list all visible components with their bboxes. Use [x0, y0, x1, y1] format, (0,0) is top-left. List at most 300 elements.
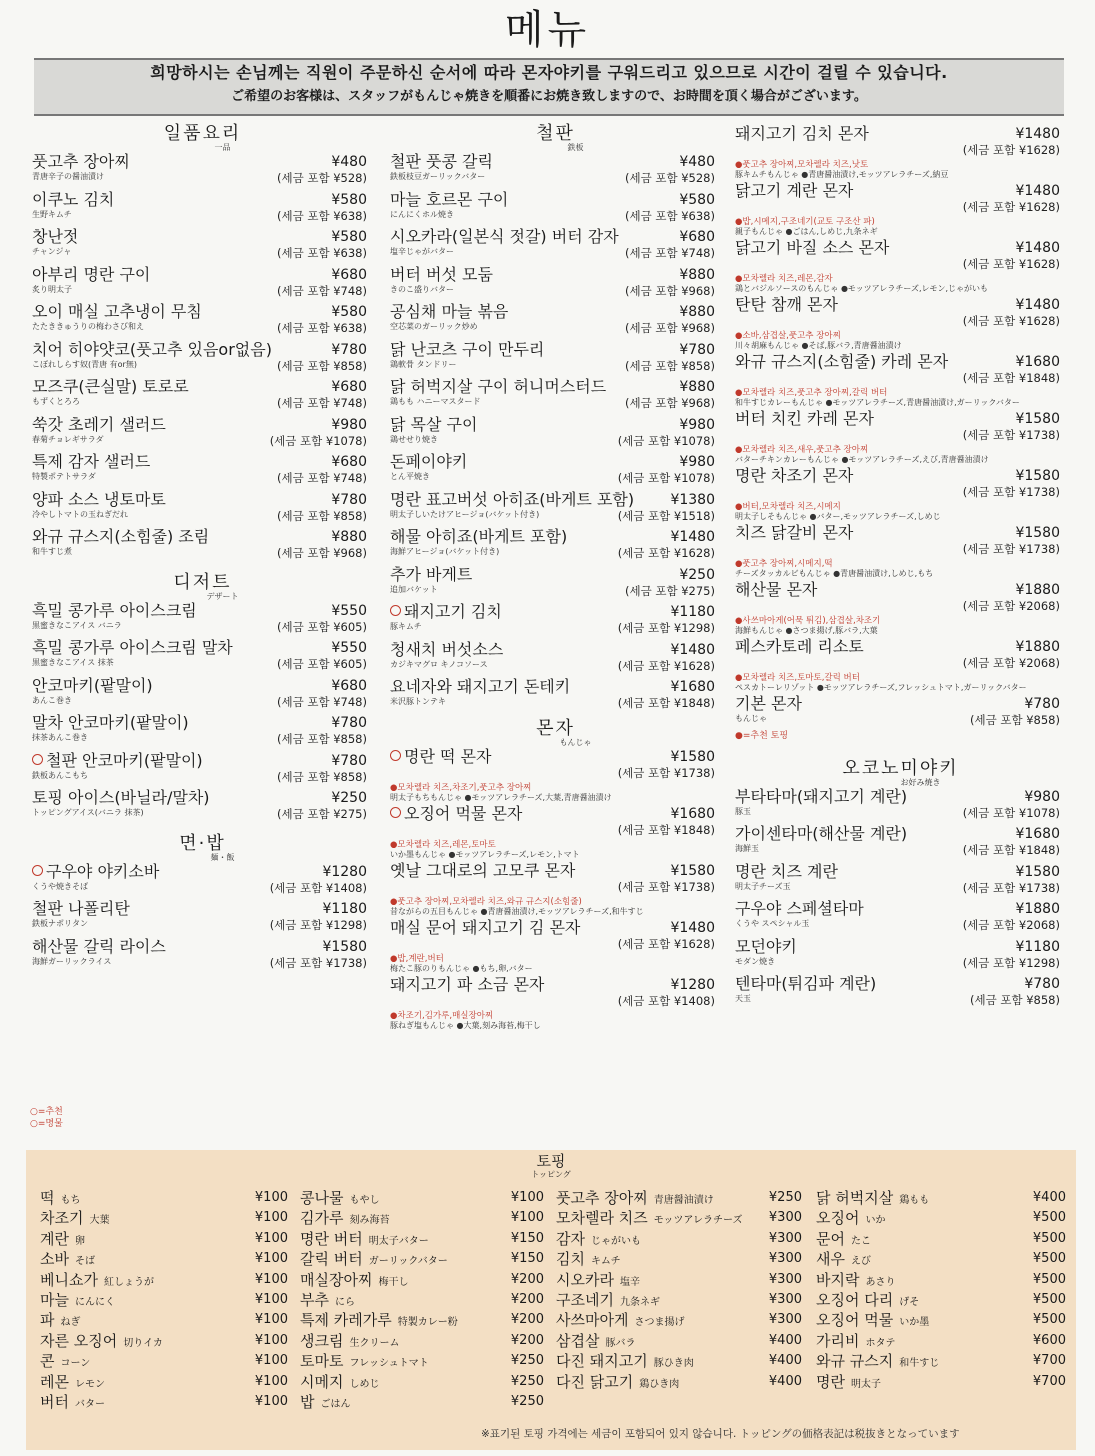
- item-name-text: 기본 몬자: [735, 694, 802, 713]
- item-price-with-tax: (세금 포함 ¥638): [277, 321, 367, 335]
- recommended-toppings-japanese: 和牛すじカレーもんじゃ ●モッツアレラチーズ,青唐醤油漬け,ガーリックバター: [735, 398, 1020, 407]
- item-name-text: 가이센타마(해산물 계란): [735, 824, 908, 843]
- section-header-teppan: [388, 124, 723, 152]
- topping-price: ¥200: [510, 1312, 544, 1328]
- topping-name-japanese: いか: [865, 1215, 886, 1227]
- topping-price: ¥500: [1032, 1312, 1066, 1328]
- topping-price: ¥200: [510, 1271, 544, 1287]
- item-price: ¥1580: [1015, 468, 1060, 484]
- topping-column-4: [816, 1188, 1066, 1392]
- recommended-toppings: ●풋고추 장아찌,모차렐라 치즈,와규 규스지(소힘줄): [390, 896, 582, 907]
- item-name-text: 모즈쿠(큰실말) 토로로: [32, 377, 189, 396]
- topping-name-japanese: キムチ: [590, 1256, 621, 1268]
- topping-name-japanese: 塩辛: [619, 1276, 640, 1288]
- topping-item: [40, 1270, 288, 1290]
- section-title: 일품요리: [163, 123, 242, 144]
- topping-price: ¥100: [254, 1251, 288, 1267]
- topping-name-korean: 다진 닭고기: [556, 1372, 634, 1391]
- item-price: ¥1880: [1015, 639, 1060, 655]
- item-price-with-tax: (세금 포함 ¥1518): [617, 508, 715, 523]
- recommended-toppings-japanese: 梅たこ豚のりもんじゃ ●もち,卵,バター: [390, 963, 533, 973]
- item-name-text: 요네자와 돼지고기 돈테키: [390, 677, 571, 696]
- item-name-text: 돼지고기 김치 몬자: [735, 124, 869, 143]
- menu-list-dessert: [30, 601, 375, 826]
- item-price-with-tax: (세금 포함 ¥2068): [962, 656, 1060, 670]
- topping-item: [556, 1208, 802, 1228]
- menu-item: [733, 974, 1068, 1012]
- menu-item: [388, 152, 723, 190]
- section-header-dessert: [30, 573, 375, 601]
- topping-name-korean: 계란: [40, 1229, 69, 1248]
- topping-name: [300, 1392, 351, 1415]
- item-price: ¥1580: [1015, 525, 1060, 541]
- topping-column-2: [300, 1188, 544, 1412]
- recommended-toppings: ●버터,모차렐라 치즈,시메지: [735, 502, 841, 512]
- topping-price: ¥700: [1032, 1373, 1066, 1389]
- menu-item: [388, 804, 723, 861]
- item-name: [735, 352, 948, 372]
- menu-item: [733, 352, 1068, 409]
- recommended-toppings-japanese: 海鮮もんじゃ ●さつま揚げ,豚バラ,大葉: [735, 626, 878, 635]
- menu-item: [388, 490, 723, 528]
- topping-price: ¥100: [254, 1353, 288, 1369]
- section-header-monja: [388, 719, 723, 747]
- topping-item: [40, 1372, 288, 1392]
- topping-price: ¥250: [768, 1190, 802, 1205]
- item-japanese-name: 明太子チーズ玉: [735, 881, 791, 891]
- topping-name-korean: 삼겹살: [556, 1331, 600, 1350]
- topping-name: [816, 1372, 881, 1395]
- topping-name-japanese: 和牛すじ: [899, 1358, 940, 1370]
- item-price-with-tax: (세금 포함 ¥1628): [962, 314, 1060, 328]
- topping-item: [816, 1290, 1066, 1310]
- topping-name-japanese: 梅干し: [378, 1276, 409, 1288]
- recommended-toppings: ●사쓰마아게(어묵 튀김),삼겹살,차조기: [735, 616, 881, 626]
- item-japanese-name: にんにくホル焼き: [390, 209, 454, 219]
- recommended-toppings: ●모차렐라 치즈,새우,풋고추 장아찌: [735, 445, 869, 455]
- item-japanese-name: 明太子しいたけアヒージョ(バケット付き): [390, 509, 540, 519]
- item-name-text: 와규 규스지(소힘줄) 조림: [32, 527, 210, 546]
- item-name-text: 버터 치킨 카레 몬자: [735, 409, 874, 428]
- recommended-toppings: ●모차렐라 치즈,토마토,갈릭 버터: [735, 673, 860, 683]
- topping-item: [556, 1290, 802, 1310]
- topping-item: [816, 1310, 1066, 1330]
- item-price: ¥880: [679, 304, 715, 320]
- menu-item: [30, 899, 375, 937]
- item-name-text: 추가 바게트: [390, 564, 473, 584]
- recommended-circle-icon: [32, 865, 43, 876]
- item-name: [390, 747, 491, 767]
- topping-name-korean: 버터: [40, 1392, 69, 1411]
- topping-price: ¥100: [254, 1393, 288, 1409]
- item-japanese-name: チャンジャ: [32, 247, 72, 256]
- topping-name-korean: 콩나물: [300, 1189, 344, 1207]
- item-price: ¥780: [1024, 696, 1060, 712]
- item-name: [32, 713, 189, 733]
- topping-name-korean: 특제 카레가루: [300, 1311, 392, 1330]
- topping-name-japanese: げそ: [899, 1296, 920, 1308]
- recommended-toppings: ●소바,삼겹살,풋고추 장아찌: [735, 331, 841, 341]
- item-price-with-tax: (세금 포함 ¥968): [625, 321, 715, 335]
- item-name-text: 닭 난코츠 구이 만두리: [390, 339, 545, 359]
- item-japanese-name: もんじゃ: [735, 714, 767, 723]
- topping-price: ¥600: [1032, 1332, 1066, 1348]
- topping-price: ¥150: [510, 1230, 544, 1246]
- item-price: ¥1480: [1015, 126, 1060, 142]
- legend-famous: ○=명물: [30, 1119, 63, 1129]
- item-japanese-name: 生野キムチ: [32, 209, 72, 219]
- topping-item: [40, 1290, 288, 1310]
- topping-name-korean: 사쓰마아게: [556, 1311, 629, 1330]
- item-name: [735, 694, 802, 714]
- topping-item: [300, 1392, 544, 1412]
- recommended-toppings: ●풋고추 장아찌,시메지,떡: [735, 559, 833, 569]
- menu-column-3: [733, 124, 1068, 1012]
- item-name: [390, 190, 508, 210]
- topping-price: ¥300: [768, 1312, 802, 1328]
- topping-item: [556, 1331, 802, 1351]
- item-price: ¥980: [331, 416, 367, 433]
- item-name-text: 마늘 호르몬 구이: [390, 189, 509, 209]
- item-name: [735, 124, 869, 144]
- menu-item: [30, 227, 375, 265]
- item-name: [32, 676, 153, 696]
- topping-item: [40, 1208, 288, 1228]
- topping-item: [556, 1188, 802, 1208]
- item-price-with-tax: (세금 포함 ¥858): [277, 769, 367, 784]
- item-japanese-name: 青唐辛子の醤油漬け: [32, 172, 104, 181]
- topping-name-korean: 감자: [556, 1229, 585, 1248]
- item-japanese-name: 鶏もも ハニーマスタード: [390, 397, 481, 406]
- item-price: ¥980: [679, 416, 715, 433]
- item-japanese-name: 冷やしトマトの玉ねぎだれ: [32, 509, 128, 519]
- item-name-text: 이쿠노 김치: [32, 189, 115, 209]
- notice-japanese: ご希望のお客様は、スタッフがもんじゃ焼きを順番にお焼き致しますので、お時間を頂く場合がございます。: [231, 89, 867, 104]
- item-price-with-tax: (세금 포함 ¥1298): [962, 955, 1060, 970]
- item-price-with-tax: (세금 포함 ¥968): [625, 283, 715, 298]
- item-name: [735, 787, 907, 807]
- item-price-with-tax: (세금 포함 ¥748): [277, 694, 367, 709]
- item-name: [735, 181, 853, 201]
- menu-item: [388, 377, 723, 415]
- topping-item: [300, 1270, 544, 1290]
- item-price: ¥880: [331, 529, 367, 545]
- item-price: ¥680: [331, 677, 367, 694]
- topping-price: ¥100: [254, 1373, 288, 1389]
- item-name: [32, 227, 78, 247]
- page-title: 메뉴: [504, 7, 591, 53]
- menu-item: [733, 124, 1068, 181]
- topping-item: [816, 1249, 1066, 1269]
- item-name-text: 쑥갓 초레기 샐러드: [32, 414, 166, 434]
- topping-price: ¥400: [768, 1353, 802, 1369]
- recommended-circle-icon: [390, 807, 401, 818]
- topping-name-japanese: 切りイカ: [123, 1337, 163, 1349]
- item-price-with-tax: (세금 포함 ¥1738): [269, 955, 367, 970]
- topping-item: [556, 1372, 802, 1392]
- item-price: ¥580: [331, 304, 367, 320]
- menu-item: [30, 751, 375, 789]
- recommended-toppings: ●모차렐라 치즈,레몬,토마토: [390, 839, 496, 850]
- item-name: [390, 227, 619, 247]
- menu-item: [30, 527, 375, 565]
- item-japanese-name: 鉄板ナポリタン: [32, 919, 88, 928]
- item-name-text: 해물 아히죠(바게트 포함): [390, 527, 568, 546]
- item-price-with-tax: (세금 포함 ¥1628): [962, 200, 1060, 214]
- item-price-with-tax: (세금 포함 ¥1298): [269, 918, 367, 932]
- menu-item: [733, 637, 1068, 694]
- item-name: [735, 466, 853, 486]
- item-name-text: 치즈 닭갈비 몬자: [735, 523, 854, 542]
- item-name-text: 닭고기 계란 몬자: [735, 181, 854, 200]
- item-name: [390, 152, 493, 172]
- topping-item: [816, 1229, 1066, 1249]
- item-japanese-name: 春菊チョレギサラダ: [32, 434, 104, 444]
- legend-recommended: ○=추천: [30, 1107, 63, 1117]
- topping-name-korean: 닭 허벅지살: [816, 1189, 894, 1207]
- item-price-with-tax: (세금 포함 ¥275): [277, 807, 367, 821]
- menu-item: [388, 415, 723, 453]
- item-japanese-name: あんこ巻き: [32, 695, 72, 705]
- item-japanese-name: きのこ盛りバター: [390, 284, 454, 294]
- menu-item: [733, 937, 1068, 975]
- topping-name-korean: 베니쇼가: [40, 1270, 98, 1289]
- item-price: ¥780: [679, 341, 715, 358]
- recommended-circle-icon: [390, 605, 401, 616]
- item-name: [32, 302, 202, 322]
- item-name-text: 돼지고기 파 소금 몬자: [390, 974, 545, 994]
- topping-name-japanese: ホタテ: [865, 1337, 896, 1349]
- menu-item: [733, 523, 1068, 580]
- item-price-with-tax: (세금 포함 ¥1408): [269, 880, 367, 895]
- item-price: ¥550: [331, 602, 367, 619]
- item-name-text: 부타타마(돼지고기 계란): [735, 786, 908, 806]
- section-title: 오코노미야키: [842, 757, 959, 779]
- item-name: [390, 602, 502, 622]
- topping-price: ¥100: [510, 1190, 544, 1205]
- recommended-toppings-japanese: 豚キムチもんじゃ ●青唐醤油漬け,モッツアレラチーズ,納豆: [735, 170, 949, 179]
- item-japanese-name: とん平焼き: [390, 472, 430, 481]
- topping-price: ¥150: [510, 1251, 544, 1267]
- section-subtitle: お好み焼き: [900, 777, 941, 787]
- menu-item: [388, 527, 723, 565]
- item-price-with-tax: (세금 포함 ¥1628): [617, 546, 715, 560]
- item-name-text: 와규 규스지(소힘줄) 카레 몬자: [735, 352, 949, 371]
- item-price: ¥250: [679, 566, 715, 583]
- topping-item: [300, 1331, 544, 1351]
- item-price-with-tax: (세금 포함 ¥858): [970, 993, 1060, 1007]
- menu-item: [30, 340, 375, 378]
- topping-price: ¥200: [510, 1332, 544, 1348]
- topping-name: [40, 1392, 105, 1415]
- item-name-text: 탄탄 참깨 몬자: [735, 295, 838, 314]
- topping-name-japanese: にら: [334, 1296, 355, 1308]
- topping-name-japanese: 紅しょうが: [103, 1276, 154, 1288]
- item-price-with-tax: (세금 포함 ¥1298): [617, 621, 715, 635]
- menu-item: [733, 409, 1068, 466]
- item-price: ¥1480: [1015, 240, 1060, 256]
- menu-item: [388, 747, 723, 804]
- item-japanese-name: カジキマグロ キノコソース: [390, 659, 488, 669]
- topping-item: [556, 1229, 802, 1249]
- item-price-with-tax: (세금 포함 ¥1628): [617, 936, 715, 951]
- item-price: ¥1180: [322, 901, 367, 917]
- item-price-with-tax: (세금 포함 ¥638): [277, 208, 367, 223]
- topping-name-korean: 구조네기: [556, 1290, 614, 1309]
- item-name-text: 버터 버섯 모둠: [390, 264, 493, 284]
- item-japanese-name: 抹茶あんこ巻き: [32, 733, 88, 742]
- item-name: [32, 452, 150, 472]
- topping-name-japanese: ガーリックバター: [368, 1256, 448, 1268]
- topping-name-korean: 시메지: [300, 1372, 344, 1391]
- topping-price: ¥400: [1032, 1190, 1066, 1205]
- topping-price: ¥100: [254, 1312, 288, 1328]
- item-name: [390, 527, 567, 547]
- topping-name-korean: 모차렐라 치즈: [556, 1209, 648, 1228]
- item-price: ¥480: [679, 154, 715, 170]
- topping-panel: [26, 1150, 1076, 1450]
- topping-item: [300, 1310, 544, 1330]
- menu-list-teppan: [388, 152, 723, 715]
- item-name-text: 치어 히야얏코(풋고추 있음or없음): [32, 339, 272, 359]
- menu-item: [388, 340, 723, 378]
- topping-name-japanese: 明太子バター: [368, 1235, 429, 1247]
- item-name-text: 철판 안코마키(팥말이): [46, 750, 203, 770]
- topping-item: [300, 1351, 544, 1371]
- item-name-text: 닭 목살 구이: [390, 414, 478, 434]
- topping-name-korean: 시오카라: [556, 1270, 614, 1289]
- recommended-toppings: ●풋고추 장아찌,모차렐라 치즈,낫토: [735, 160, 869, 170]
- item-name-text: 공심채 마늘 볶음: [390, 302, 509, 321]
- section-subtitle: 鉄板: [567, 143, 584, 152]
- item-japanese-name: 追加バケット: [390, 584, 438, 594]
- item-name: [32, 638, 233, 658]
- recommended-toppings: ●밥,시메지,구조네기(교토 구조산 파): [735, 217, 875, 227]
- topping-price: ¥250: [510, 1373, 544, 1389]
- item-japanese-name: たたききゅうりの梅わさび和え: [32, 322, 144, 331]
- item-name: [32, 788, 210, 808]
- section-title: 면·밥: [179, 832, 226, 854]
- item-price-with-tax: (세금 포함 ¥1738): [617, 765, 715, 780]
- topping-name-korean: 가리비: [816, 1331, 860, 1350]
- item-name-text: 창난젓: [32, 227, 79, 246]
- item-name: [390, 677, 570, 697]
- item-name-text: 흑밀 콩가루 아이스크림: [32, 600, 197, 620]
- recommended-toppings: ●모차렐라 치즈,풋고추 장아찌,갈릭 버터: [735, 388, 888, 398]
- item-price: ¥1280: [670, 976, 715, 993]
- recommended-toppings-japanese: 明太子もちもんじゃ ●モッツアレラチーズ,大葉,青唐醤油漬け: [390, 792, 612, 802]
- topping-price: ¥100: [254, 1271, 288, 1287]
- item-name-text: 양파 소스 냉토마토: [32, 489, 166, 509]
- topping-price: ¥250: [510, 1353, 544, 1369]
- item-japanese-name: 塩辛じゃがバター: [390, 247, 454, 256]
- topping-name-korean: 명란: [816, 1372, 845, 1391]
- section-header-okonomi: [733, 759, 1068, 787]
- item-price-with-tax: (세금 포함 ¥1848): [617, 696, 715, 710]
- topping-name-japanese: フレッシュトマト: [349, 1358, 429, 1370]
- menu-column-1: [30, 118, 375, 974]
- topping-item: [816, 1351, 1066, 1371]
- item-price-with-tax: (세금 포함 ¥748): [277, 283, 367, 298]
- section-subtitle: 一品: [214, 143, 231, 152]
- item-name-text: 돼지고기 김치: [404, 602, 502, 621]
- topping-price: ¥500: [1032, 1291, 1066, 1307]
- item-price: ¥1180: [670, 604, 715, 620]
- recommended-circle-icon: [32, 754, 43, 765]
- item-price-with-tax: (세금 포함 ¥1078): [962, 805, 1060, 820]
- item-price-with-tax: (세금 포함 ¥968): [277, 546, 367, 560]
- item-name-text: 닭 허벅지살 구이 허니머스터드: [390, 377, 607, 396]
- menu-item: [733, 824, 1068, 862]
- topping-name-japanese: そば: [74, 1256, 95, 1268]
- topping-name-japanese: モッツアレラチーズ: [653, 1215, 743, 1227]
- item-price-with-tax: (세금 포함 ¥968): [625, 396, 715, 410]
- item-name: [735, 937, 797, 957]
- recommended-toppings-japanese: いか墨もんじゃ ●モッツアレラチーズ,レモン,トマト: [390, 849, 580, 859]
- item-price: ¥1480: [670, 919, 715, 936]
- topping-item: [40, 1331, 288, 1351]
- topping-name-japanese: もち: [60, 1195, 81, 1206]
- item-name-text: 구우야 야키소바: [46, 861, 160, 881]
- item-japanese-name: 鶏せせり焼き: [390, 434, 438, 444]
- topping-name-korean: 오징어 먹물: [816, 1311, 894, 1330]
- topping-name-korean: 소바: [40, 1250, 69, 1269]
- item-price-with-tax: (세금 포함 ¥1628): [962, 257, 1060, 271]
- topping-name-korean: 밥: [300, 1392, 315, 1411]
- item-name-text: 풋고추 장아찌: [32, 152, 130, 171]
- topping-name-japanese: えび: [850, 1256, 871, 1268]
- item-name: [390, 975, 544, 995]
- topping-item: [40, 1351, 288, 1371]
- topping-price: ¥100: [510, 1210, 544, 1226]
- topping-name-korean: 생크림: [300, 1331, 344, 1350]
- item-name-text: 매실 문어 돼지고기 김 몬자: [390, 917, 581, 937]
- topping-name-japanese: 明太子: [850, 1378, 881, 1390]
- item-name-text: 오이 매실 고추냉이 무침: [32, 302, 202, 321]
- legend: [30, 1106, 63, 1130]
- item-name: [32, 152, 130, 172]
- recommended-toppings: ●차조기,김가루,매실장아찌: [390, 1010, 494, 1021]
- item-name-text: 흑밀 콩가루 아이스크림 말차: [32, 638, 233, 657]
- item-name-text: 명란 떡 몬자: [404, 746, 492, 766]
- item-name: [390, 340, 544, 360]
- topping-price: ¥100: [254, 1291, 288, 1307]
- item-price-with-tax: (세금 포함 ¥858): [277, 358, 367, 373]
- menu-item: [733, 466, 1068, 523]
- topping-name: [556, 1372, 679, 1395]
- item-price: ¥1680: [670, 805, 715, 822]
- topping-item: [300, 1249, 544, 1269]
- item-price: ¥1280: [322, 863, 367, 880]
- recommended-toppings-japanese: 昔ながらの五目もんじゃ ●青唐醤油漬け,モッツアレラチーズ,和牛すじ: [390, 906, 644, 916]
- item-price-with-tax: (세금 포함 ¥528): [625, 171, 715, 185]
- topping-name-korean: 풋고추 장아찌: [556, 1189, 648, 1207]
- menu-item: [30, 152, 375, 190]
- section-title: 디저트: [173, 571, 232, 593]
- section-subtitle: 麺・飯: [210, 852, 235, 862]
- item-price-with-tax: (세금 포함 ¥1848): [962, 371, 1060, 385]
- item-name-text: 해산물 몬자: [735, 580, 818, 599]
- topping-name-korean: 김치: [556, 1250, 585, 1269]
- item-price: ¥780: [331, 491, 367, 508]
- item-price-with-tax: (세금 포함 ¥528): [277, 171, 367, 185]
- item-japanese-name: 海鮮ガーリックライス: [32, 956, 112, 966]
- menu-item: [30, 713, 375, 751]
- item-price-with-tax: (세금 포함 ¥1078): [617, 433, 715, 448]
- recommended-toppings-japanese: ペスカトーレリゾット ●モッツアレラチーズ,フレッシュトマト,ガーリックバター: [735, 683, 1027, 692]
- menu-item: [388, 265, 723, 303]
- item-japanese-name: 海鮮玉: [735, 844, 759, 853]
